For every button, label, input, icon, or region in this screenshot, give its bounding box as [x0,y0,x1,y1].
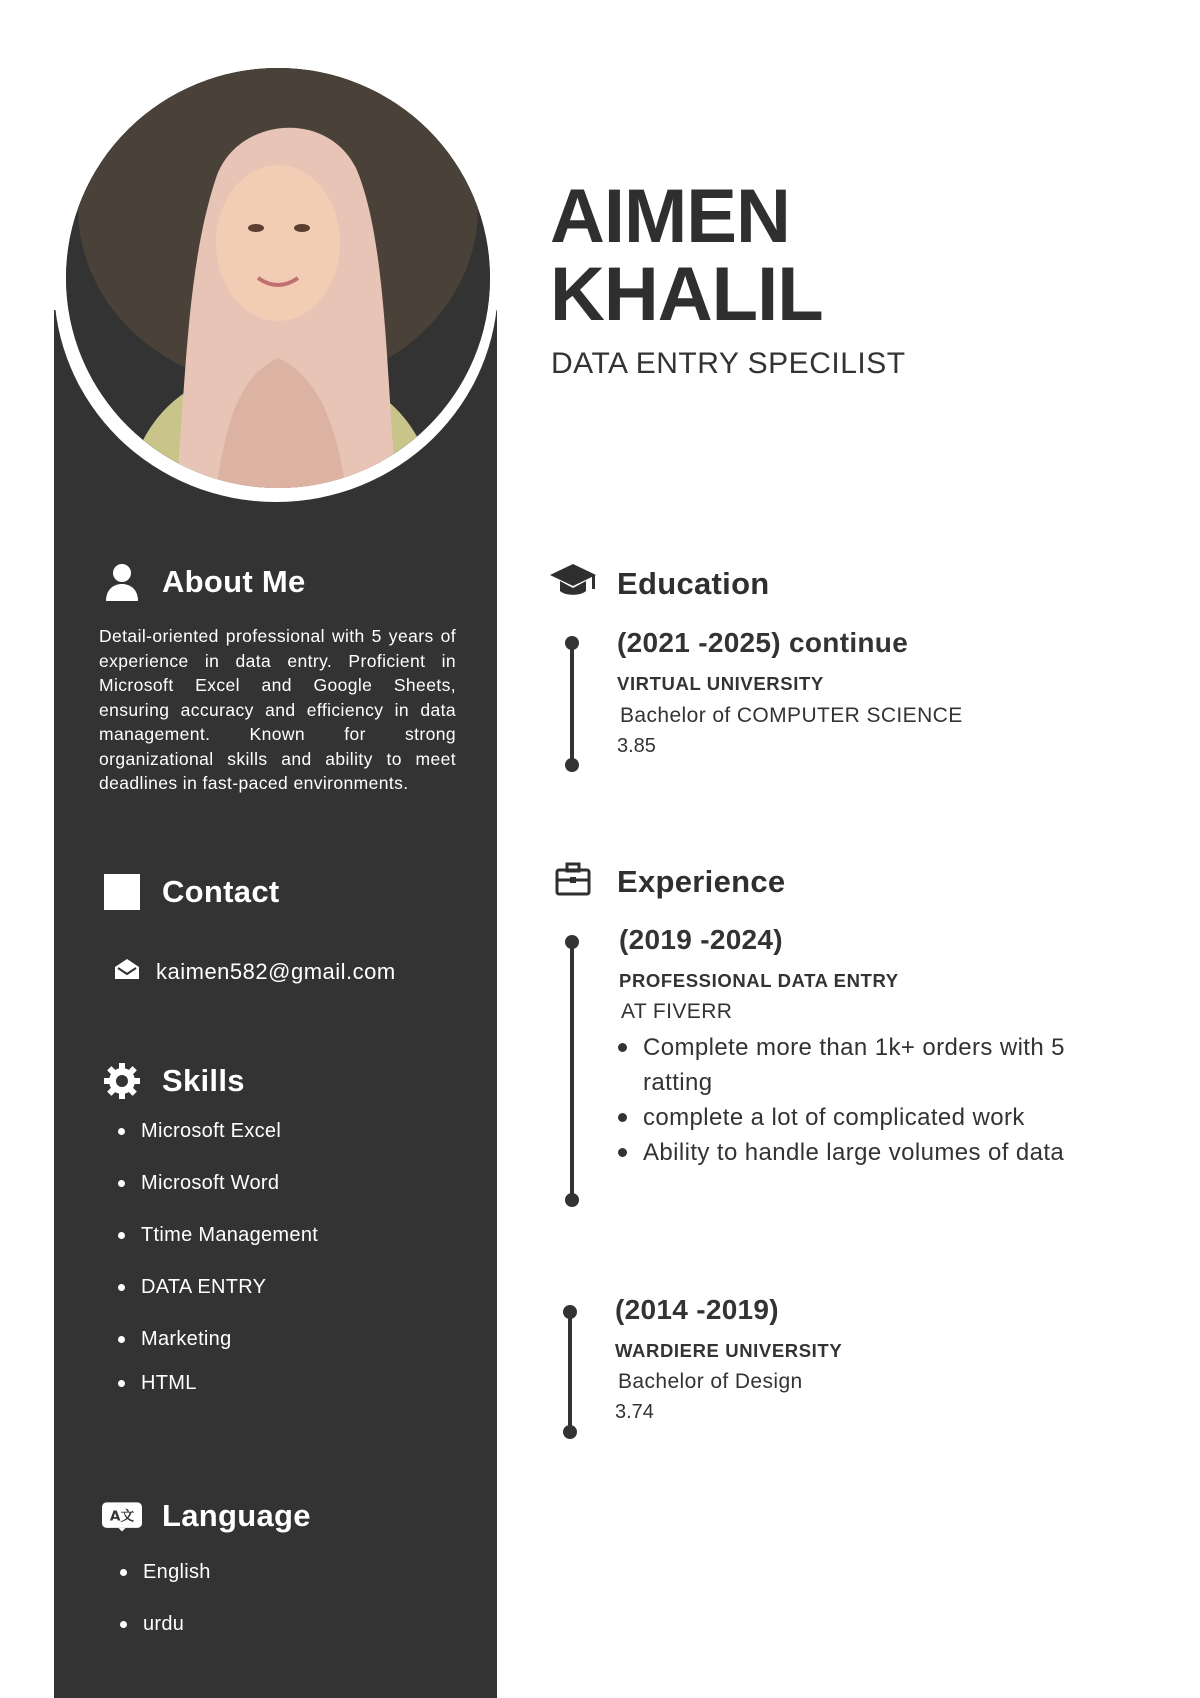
education-heading [549,562,770,605]
experience-heading [555,862,785,901]
language-item [120,1613,184,1636]
person-role: DATA ENTRY SPECILIST [551,347,906,380]
sidebar [54,310,497,1698]
education2-years: (2014 -2019) [615,1294,779,1325]
bullet-icon [118,1380,125,1387]
about-heading [102,562,306,602]
translate-icon [102,1496,142,1536]
bullet-icon [618,1113,627,1122]
gear-icon [102,1061,142,1101]
bullet-icon [118,1284,125,1291]
experience-title: Experience [617,863,786,899]
bullet-icon [120,1569,127,1576]
bullet-icon [618,1043,627,1052]
experience-entry [619,924,899,1024]
bullet-text: Ability to handle large volumes of data [643,1139,1065,1166]
experience-company: AT FIVERR [621,1000,733,1023]
bullet-text: Complete more than 1k+ orders with 5 ratting [643,1034,1065,1096]
skill-item [118,1224,318,1247]
bullet-icon [618,1148,627,1157]
education-org: VIRTUAL UNIVERSITY [617,673,824,694]
experience-bullet [618,1100,1118,1135]
svg-text:A文: A文 [109,1508,135,1525]
bullet-icon [118,1336,125,1343]
user-icon [102,562,142,602]
education-gpa: 3.85 [617,735,656,757]
language-label: English [143,1561,211,1583]
about-title: About Me [162,564,306,599]
education2-degree: Bachelor of Design [618,1370,803,1393]
education-timeline [565,636,579,772]
language-item [120,1561,211,1584]
skill-label: Ttime Management [141,1224,319,1246]
bullet-icon [118,1232,125,1239]
bullet-text: complete a lot of complicated work [643,1104,1025,1131]
experience-bullet [618,1135,1118,1170]
contact-email-row[interactable] [114,958,396,985]
skill-label: Microsoft Excel [141,1120,282,1142]
skill-item [118,1276,266,1299]
skills-heading [102,1061,245,1101]
language-title: Language [162,1498,311,1533]
experience-role: PROFESSIONAL DATA ENTRY [619,970,899,991]
skill-label: Marketing [141,1328,232,1350]
contact-title: Contact [162,874,280,909]
education2-org: WARDIERE UNIVERSITY [615,1340,843,1361]
education2-timeline [563,1305,577,1439]
experience-years: (2019 -2024) [619,924,783,955]
experience-bullet [618,1030,1118,1100]
name-line1: AIMEN [550,174,790,259]
profile-photo-illustration [66,68,490,488]
skill-item [118,1372,197,1395]
education2-entry [615,1294,842,1424]
person-name [550,174,823,337]
about-text: Detail-oriented professional with 5 years of experience in data entry. Proficient in Microsoft Excel and Google Sheets, ensuring accuracy and efficiency in data management. Known for strong organizational skills and ability to meet deadlines in fast-paced environments. [99,626,456,793]
experience-timeline [565,935,579,1207]
skill-item [118,1120,281,1143]
name-line2: KHALIL [550,252,823,337]
mail-icon [114,958,140,985]
education-title: Education [617,565,770,601]
bullet-icon [120,1621,127,1628]
contact-email[interactable]: kaimen582@gmail.com [156,958,396,984]
briefcase-icon [555,862,591,901]
skill-label: DATA ENTRY [141,1276,267,1298]
education-degree: Bachelor of COMPUTER SCIENCE [620,704,963,727]
graduation-cap-icon [549,562,597,605]
bullet-icon [118,1180,125,1187]
bullet-icon [118,1128,125,1135]
experience-bullets [618,1030,1118,1170]
profile-photo [66,68,490,488]
education-years: (2021 -2025) continue [617,627,909,658]
education-entry [617,627,963,758]
skill-item [118,1328,232,1351]
education2-gpa: 3.74 [615,1401,654,1423]
contact-heading [102,872,280,912]
language-label: urdu [143,1613,185,1635]
skills-title: Skills [162,1063,245,1098]
skill-label: HTML [141,1372,197,1394]
language-heading [102,1496,311,1536]
contact-icon [102,872,142,912]
skill-item [118,1172,279,1195]
skill-label: Microsoft Word [141,1172,280,1194]
